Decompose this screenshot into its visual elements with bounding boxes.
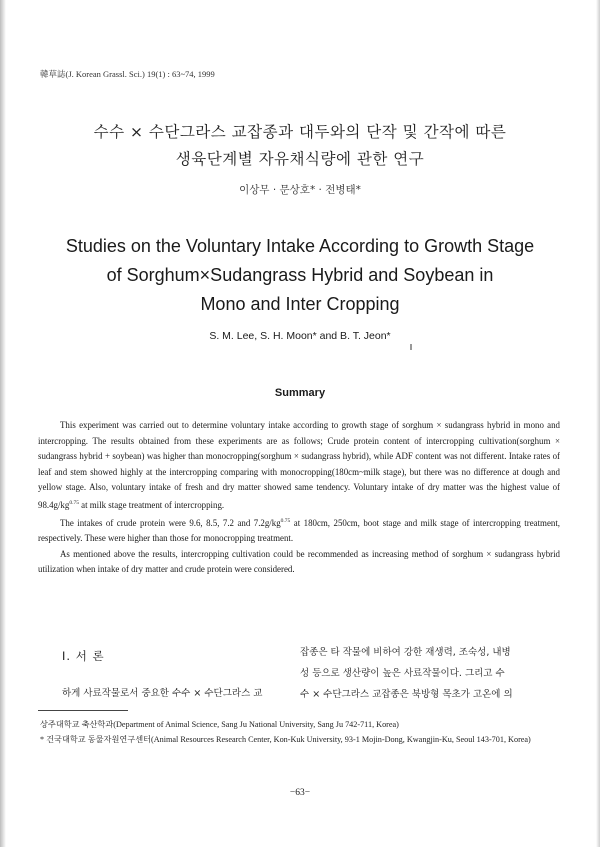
footnote-affiliation-1: 상주대학교 축산학과(Department of Animal Science, Sang Ju National University, Sang Ju 742-711, Korea) (40, 720, 399, 729)
korean-title-line2: 생육단계별 자유채식량에 관한 연구 (175, 150, 425, 168)
footnote-rule (38, 710, 128, 711)
summary-heading: Summary (274, 387, 326, 399)
intro-right-line: 수 × 수단그라스 교잡종은 북방형 목초가 고온에 의 (300, 689, 513, 700)
english-authors: S. M. Lee, S. H. Moon* and B. T. Jeon* (209, 330, 391, 342)
english-title-line2: of Sorghum×Sudangrass Hybrid and Soybean in (106, 265, 494, 285)
english-title-line1: Studies on the Voluntary Intake According to Growth Stage (65, 236, 535, 256)
intro-right-line: 잡종은 타 작물에 비하여 강한 재생력, 조숙성, 내병 (300, 647, 511, 658)
journal-header: 韓草誌(J. Korean Grassl. Sci.) 19(1) : 63~74, 1999 (40, 69, 215, 79)
abstract-body (38, 418, 560, 578)
abstract-paragraph-2: The intakes of crude protein were 9.6, 8.5, 7.2 and $7.2g/kg^{0.75}$ at 180cm, 250cm, boot stage and milk stage of intercropping treatment, respectively. These were higher than those for monocropping treatment. (38, 517, 561, 544)
korean-title-line1: 수수 × 수단그라스 교잡종과 대두와의 단작 및 간작에 따른 (93, 123, 507, 141)
section-heading-introduction: Ⅰ. 서 론 (62, 649, 105, 663)
intro-right-line: 성 등으로 생산량이 높은 사료작물이다. 그리고 수 (300, 668, 505, 679)
intro-right-column (300, 642, 550, 705)
abstract-paragraph-1: This experiment was carried out to determine voluntary intake according to growth stage of sorghum × sudangrass hybrid in mono and intercropping. The results obtained from these experiments are as follows; Crude protein content of intercropping cultivation(sorghum × sudangrass hybrid + soybean) was higher than monocropping(sorghum × sudangrass hybrid), while ADF content was not different. Intake rates of leaf and stem showed highly at the intercropping comparing with monocropping(180cm~milk stage), but there was no difference at dough and yellow stage. Also, voluntary intake of fresh and dry matter showed same tendency. Voluntary intake of dry matter was the highest value of $98.4g/kg^{0.75}$ at milk stage treatment of intercropping. (38, 420, 560, 510)
intro-left-column-text: 하게 사료작물로서 중요한 수수 × 수단그라스 교 (62, 688, 263, 699)
scan-edge-left (0, 0, 6, 847)
scan-edge-right (596, 0, 600, 847)
page-number: −63− (289, 788, 311, 798)
abstract-paragraph-3: As mentioned above the results, intercropping cultivation could be recommended as increasing method of sorghum × sudangrass hybrid utilization when intake of dry matter and crude protein were considered. (38, 548, 560, 575)
footnote-affiliation-2: * 건국대학교 동물자원연구센터(Animal Resources Research Center, Kon-Kuk University, 93-1 Mojin-Dong, Kwangjin-Ku, Seoul 143-701, Korea) (40, 735, 531, 744)
korean-authors: 이상무 · 문상호* · 전병태* (239, 184, 361, 196)
scan-speck (410, 344, 412, 350)
english-title-line3: Mono and Inter Cropping (200, 294, 400, 314)
